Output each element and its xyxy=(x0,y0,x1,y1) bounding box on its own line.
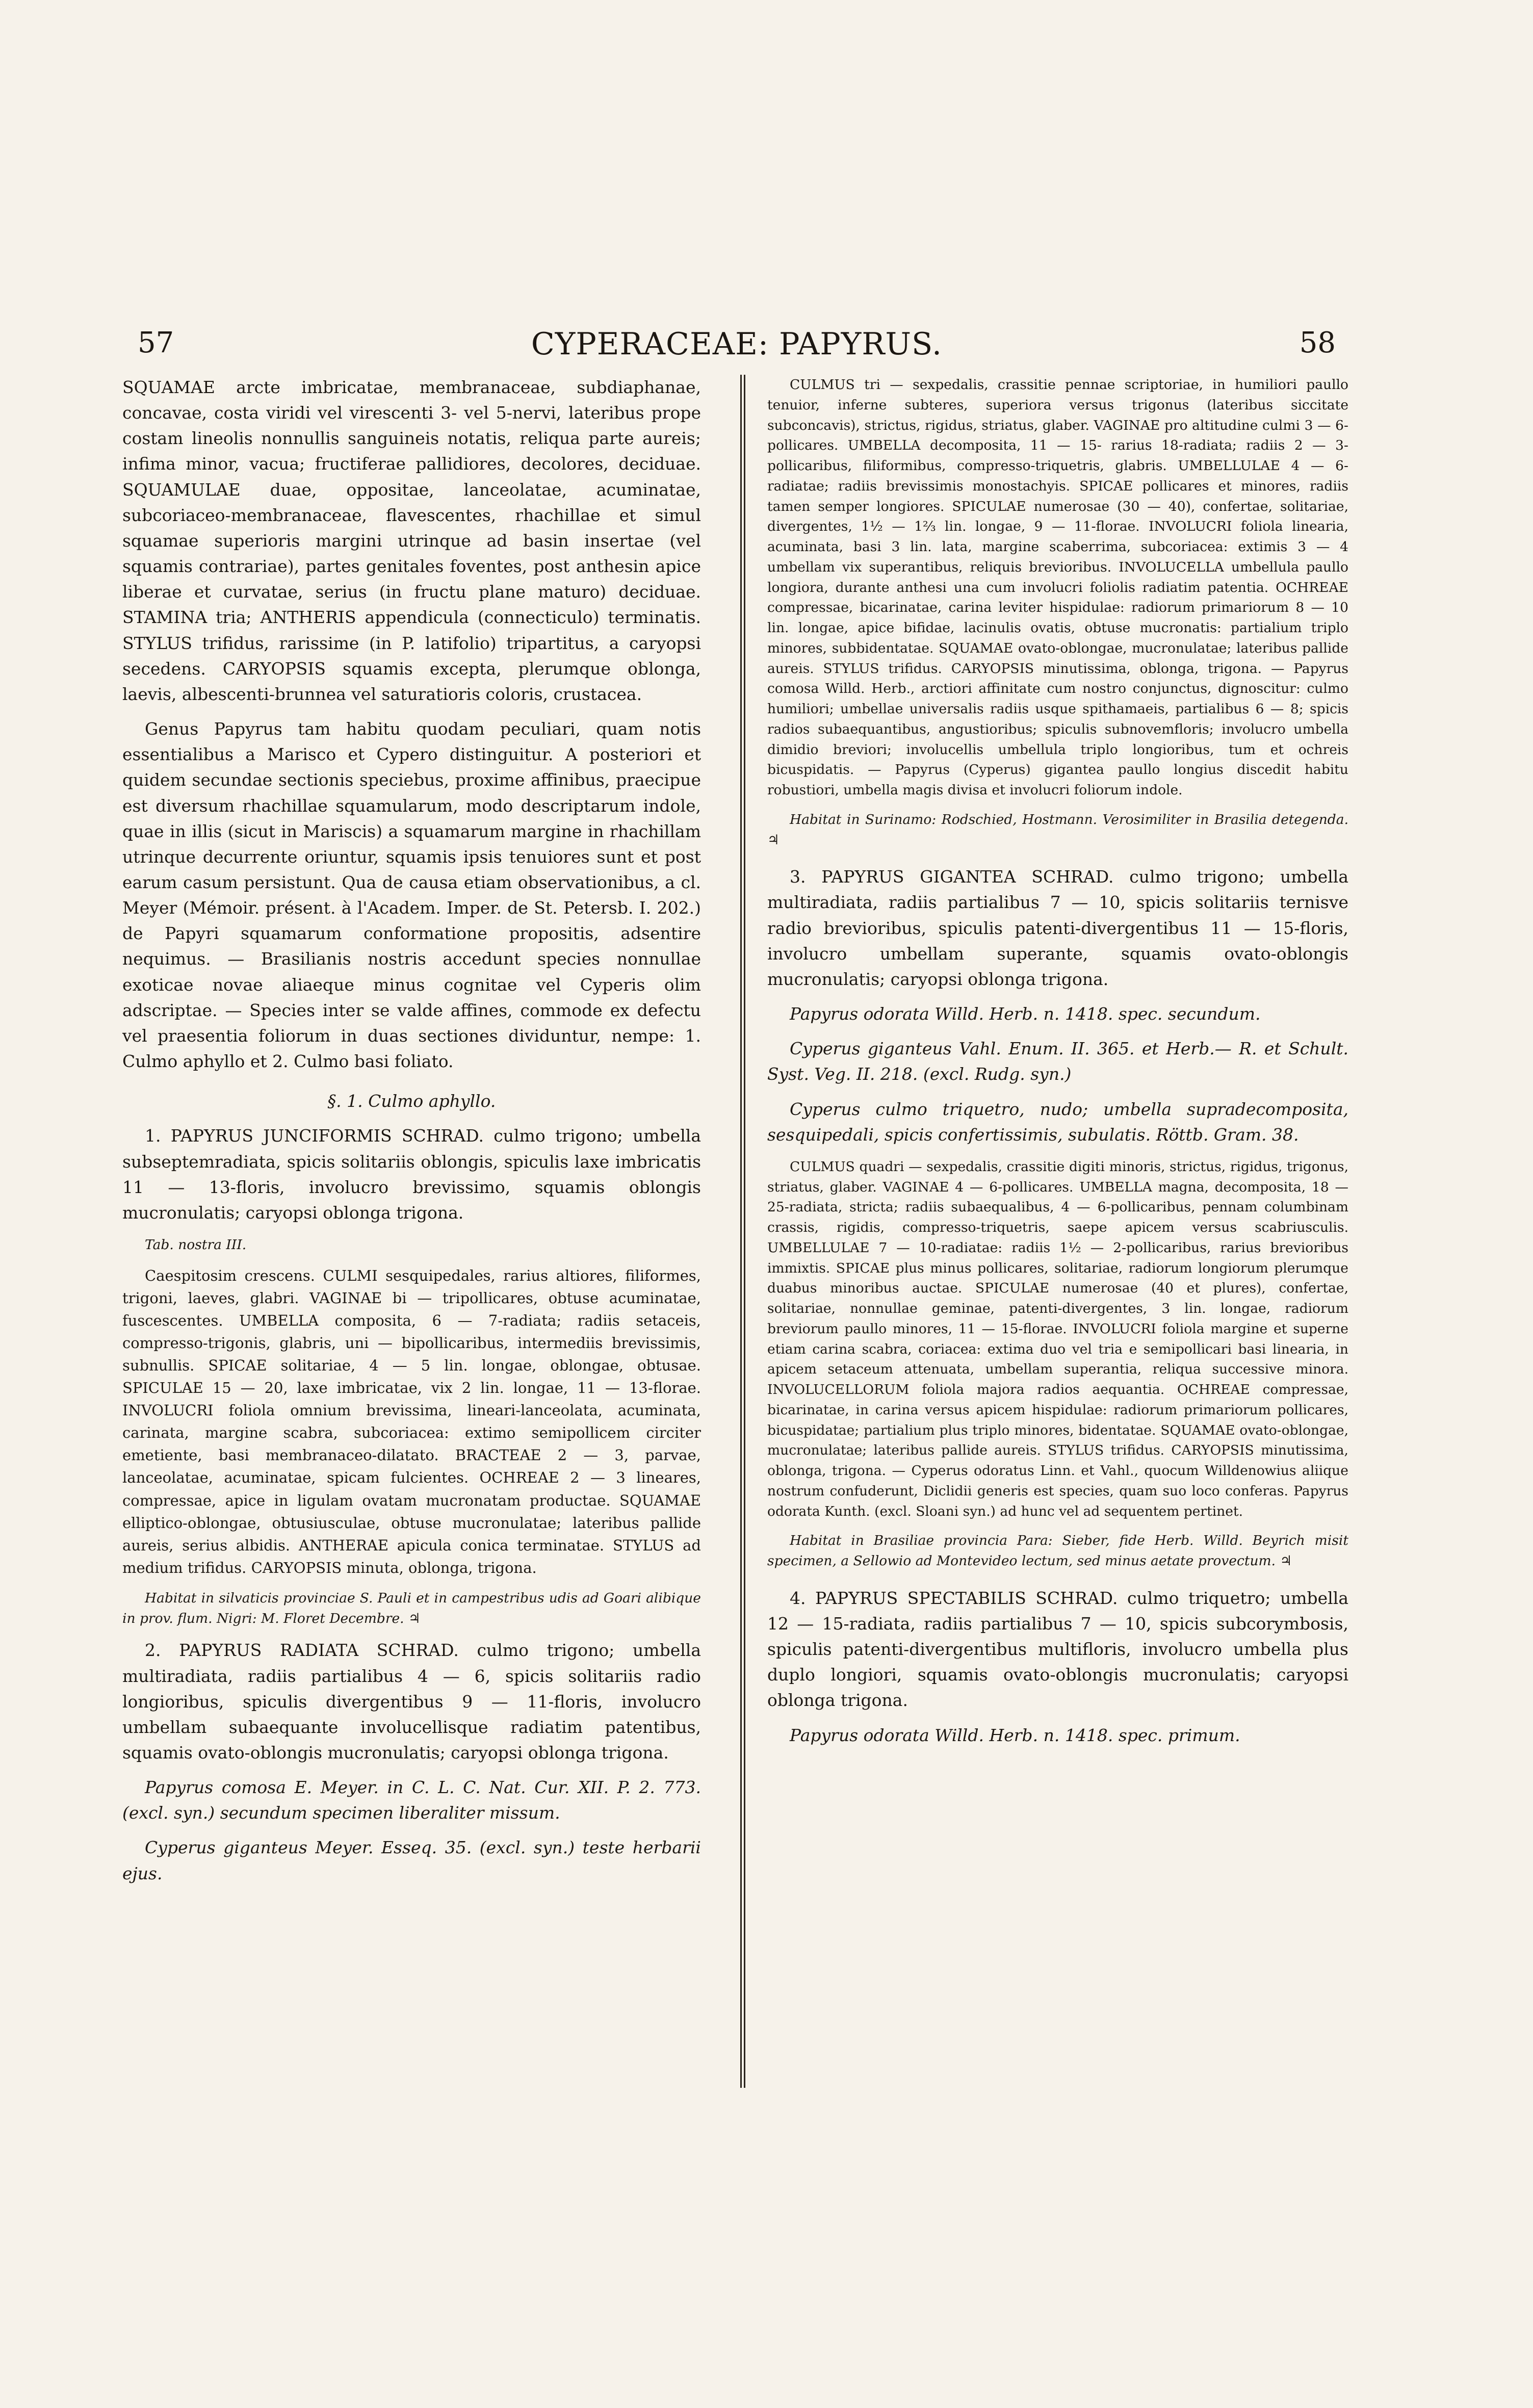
page-header xyxy=(138,326,1336,367)
running-title: CYPERACEAE: PAPYRUS. xyxy=(531,326,943,362)
species-3-synonym-1: Papyrus odorata Willd. Herb. n. 1418. spec. secundum. xyxy=(790,1004,1261,1024)
species-2-entry xyxy=(122,1638,701,1766)
left-column xyxy=(122,375,701,1896)
species-3-synonym-2: Cyperus giganteus Vahl. Enum. II. 365. et Herb.— R. et Schult. Syst. Veg. II. 218. (excl. Rudg. syn.) xyxy=(767,1039,1348,1084)
species-1-entry xyxy=(122,1123,701,1226)
genus-description: SQUAMAE arcte imbricatae, membranaceae, subdiaphanae, concavae, costa viridi vel virescenti 3- vel 5-nervi, lateribus prope costam lineolis nonnullis sanguineis notatis, reliqua parte aureis; infima minor, vacua; fructiferae pallidiores, decolores, deciduae. SQUAMULAE duae, oppositae, lanceolatae, acuminatae, subcoriaceo-membranaceae, flavescentes, rhachillae et simul squamae superioris margini utrinque ad basin insertae (vel squamis contrariae), partes genitales foventes, post anthesin apice liberae et curvatae, serius (in fructu plane maturo) deciduae. STAMINA tria; ANTHERIS appendicula (connecticulo) terminatis. STYLUS trifidus, rarissime (in P. latifolio) tripartitus, a caryopsi secedens. CARYOPSIS squamis excepta, plerumque oblonga, laevis, albescenti-brunnea vel saturatioris coloris, crustacea. xyxy=(122,377,701,704)
species-2-description: CULMUS tri — sexpedalis, crassitie pennae scriptoriae, in humiliori paullo tenuior, inferne subteres, superiora versus trigonus (lateribus siccitate subconcavis), strictus, rigidus, striatus, glaber. VAGINAE pro altitudine culmi 3 — 6-pollicares. UMBELLA decomposita, 11 — 15- rarius 18-radiata; radiis 2 — 3-pollicaribus, filiformibus, compresso-triquetris, glabris. UMBELLULAE 4 — 6-radiatae; radiis brevissimis monostachyis. SPICAE pollicares et minores, radiis tamen semper longiores. SPICULAE numerosae (30 — 40), confertae, solitariae, divergentes, 1½ — 1⅔ lin. longae, 9 — 11-florae. INVOLUCRI foliola linearia, acuminata, basi 3 lin. lata, margine scaberrima, subcoriacea: extimis 3 — 4 umbellam vix superantibus, reliquis brevioribus. INVOLUCELLA umbellula paullo longiora, durante anthesi una cum involucri foliolis radiatim patentia. OCHREAE compressae, bicarinatae, carina leviter hispidulae: radiorum primariorum 8 — 10 lin. longae, apice bifidae, lacinulis ovatis, obtuse mucronatis: partialium triplo minores, subbidentatae. SQUAMAE ovato-oblongae, mucronulatae; lateribus pallide aureis. STYLUS trifidus. CARYOPSIS minutissima, oblonga, trigona. — Papyrus comosa Willd. Herb., arctiori affinitate cum nostro conjunctus, dignoscitur: culmo humiliori; umbellae universalis radiis usque spithamaeis, partialibus 6 — 8; spicis radios subaequantibus, angustioribus; spiculis subnovemfloris; involucro umbella dimidio breviori; involucellis umbellula triplo longioribus, tum et ochreis bicuspidatis. — Papyrus (Cyperus) gigantea paullo longius discedit habitu robustiori, umbella magis divisa et involucri foliorum indole. xyxy=(767,377,1348,798)
column-divider xyxy=(740,375,745,2088)
species-3-description: CULMUS quadri — sexpedalis, crassitie digiti minoris, strictus, rigidus, trigonus, striatus, glaber. VAGINAE 4 — 6-pollicares. UMBELLA magna, decomposita, 18 — 25-radiata, stricta; radiis subaequalibus, 4 — 6-pollicaribus, pennam columbinam crassis, rigidis, compresso-triquetris, saepe apicem versus scabriusculis. UMBELLULAE 7 — 10-radiatae: radiis 1½ — 2-pollicaribus, rarius brevioribus immixtis. SPICAE plus minus pollicares, solitariae, radiorum longiorum plerumque duabus minoribus auctae. SPICULAE numerosae (40 et plures), confertae, solitariae, nonnullae geminae, patenti-divergentes, 3 lin. longae, radiorum breviorum paullo minores, 11 — 15-florae. INVOLUCRI foliola margine et superne etiam carina scabra, coriacea: extima duo vel tria e semipollicari basi linearia, in apicem setaceum attenuata, umbellam superantia, reliqua successive minora. INVOLUCELLORUM foliola majora radios aequantia. OCHREAE compressae, bicarinatae, in carina versus apicem hispidulae: radiorum primariorum pollicares, bicuspidatae; partialium plus triplo minores, bidentatae. SQUAMAE ovato-oblongae, mucronulatae; lateribus pallide aureis. STYLUS trifidus. CARYOPSIS minutissima, oblonga, trigona. — Cyperus odoratus Linn. et Vahl., quocum Willdenowius aliique nostrum confuderunt, Diclidii generis est species, quam suo loco conferas. Papyrus odorata Kunth. (excl. Sloani syn.) ad hunc vel ad sequentem pertinet. xyxy=(767,1158,1348,1519)
species-4-diagnosis: culmo triquetro; umbella 12 — 15-radiata, radiis partialibus 7 — 10, spicis subcorymbosis, spiculis patenti-divergentibus multifloris, involucro umbella plus duplo longiori, squamis ovato-oblongis mucronulatis; caryopsi oblonga trigona. xyxy=(767,1588,1348,1711)
species-4-title: 4. PAPYRUS SPECTABILIS SCHRAD. xyxy=(790,1588,1118,1608)
species-3-entry xyxy=(767,864,1348,992)
species-1-plate: Tab. nostra III. xyxy=(145,1237,247,1253)
species-2-synonym-1: Papyrus comosa E. Meyer. in C. L. C. Nat. Cur. XII. P. 2. 773. (excl. syn.) secundum specimen liberaliter missum. xyxy=(122,1777,701,1823)
genus-remarks: Genus Papyrus tam habitu quodam peculiari, quam notis essentialibus a Marisco et Cypero distinguitur. A posteriori et quidem secundae sectionis speciebus, proxime affinibus, praecipue est diversum rhachillae squamularum, modo descriptarum indole, quae in illis (sicut in Mariscis) a squamarum margine in rhachillam utrinque decurrente oriuntur, squamis ipsis tenuiores sunt et post earum casum persistunt. Qua de causa etiam observationibus, a cl. Meyer (Mémoir. présent. à l'Academ. Imper. de St. Petersb. I. 202.) de Papyri squamarum conformatione propositis, adsentire nequimus. — Brasilianis nostris accedunt species nonnullae exoticae novae aliaeque minus cognitae vel Cyperis olim adscriptae. — Species inter se valde affines, commode ex defectu vel praesentia foliorum in duas sectiones dividuntur, nempe: 1. Culmo aphyllo et 2. Culmo basi foliato. xyxy=(122,719,701,1072)
species-3-title: 3. PAPYRUS GIGANTEA SCHRAD. xyxy=(790,867,1114,887)
species-4-synonym-1: Papyrus odorata Willd. Herb. n. 1418. spec. primum. xyxy=(790,1725,1240,1745)
species-2-diagnosis: culmo trigono; umbella multiradiata, radiis partialibus 4 — 6, spicis solitariis radio longioribus, spiculis divergentibus 9 — 11-floris, involucro umbellam subaequante involucellisque radiatim patentibus, squamis ovato-oblongis mucronulatis; caryopsi oblonga trigona. xyxy=(122,1640,701,1763)
species-1-description: Caespitosim crescens. CULMI sesquipedales, rarius altiores, filiformes, trigoni, laeves, glabri. VAGINAE bi — tripollicares, obtuse acuminatae, fuscescentes. UMBELLA composita, 6 — 7-radiata; radiis setaceis, compresso-trigonis, glabris, uni — bipollicaribus, intermediis brevissimis, subnullis. SPICAE solitariae, 4 — 5 lin. longae, oblongae, obtusae. SPICULAE 15 — 20, laxe imbricatae, vix 2 lin. longae, 11 — 13-florae. INVOLUCRI foliola omnium brevissima, lineari-lanceolata, acuminata, carinata, margine scabra, subcoriacea: extimo semipollicem circiter emetiente, basi membranaceo-dilatato. BRACTEAE 2 — 3, parvae, lanceolatae, acuminatae, spicam fulcientes. OCHREAE 2 — 3 lineares, compressae, apice in ligulam ovatam mucronatam productae. SQUAMAE elliptico-oblongae, obtusiusculae, obtuse mucronulatae; lateribus pallide aureis, serius albidis. ANTHERAE apicula conica terminatae. STYLUS ad medium trifidus. CARYOPSIS minuta, oblonga, trigona. xyxy=(122,1266,701,1576)
species-1-title: 1. PAPYRUS JUNCIFORMIS SCHRAD. xyxy=(145,1126,484,1146)
species-2-title: 2. PAPYRUS RADIATA SCHRAD. xyxy=(145,1640,459,1661)
species-4-entry xyxy=(767,1586,1348,1714)
species-3-diagnosis: culmo trigono; umbella multiradiata, radiis partialibus 7 — 10, spicis solitariis ternisve radio brevioribus, spiculis patenti-divergentibus 11 — 15-floris, involucro umbellam superante, squamis ovato-oblongis mucronulatis; caryopsi oblonga trigona. xyxy=(767,867,1349,989)
species-2-habitat: Habitat in Surinamo: Rodschied, Hostmann. Verosimiliter in Brasilia detegenda. ♃ xyxy=(767,811,1348,848)
species-1-habitat: Habitat in silvaticis provinciae S. Pauli et in campestribus udis ad Goari alibique in prov. flum. Nigri: M. Floret Decembre. ♃ xyxy=(122,1590,701,1626)
section-heading: §. 1. Culmo aphyllo. xyxy=(327,1091,496,1111)
species-1-diagnosis: culmo trigono; umbella subseptemradiata, spicis solitariis oblongis, spiculis laxe imbricatis 11 — 13-floris, involucro brevissimo, squamis oblongis mucronulatis; caryopsi oblonga trigona. xyxy=(122,1126,701,1223)
species-2-synonym-2: Cyperus giganteus Meyer. Esseq. 35. (excl. syn.) teste herbarii ejus. xyxy=(122,1837,701,1883)
species-3-habitat: Habitat in Brasiliae provincia Para: Sieber, fide Herb. Willd. Beyrich misit specimen, a Sellowio ad Montevideo lectum, sed minus aetate provectum. ♃ xyxy=(767,1533,1348,1569)
species-3-synonym-3: Cyperus culmo triquetro, nudo; umbella supradecomposita, sesquipedali, spicis confertissimis, subulatis. Röttb. Gram. 38. xyxy=(767,1099,1348,1145)
page-number-left: 57 xyxy=(138,326,174,359)
right-column xyxy=(767,375,1348,1757)
page-number-right: 58 xyxy=(1299,326,1336,359)
